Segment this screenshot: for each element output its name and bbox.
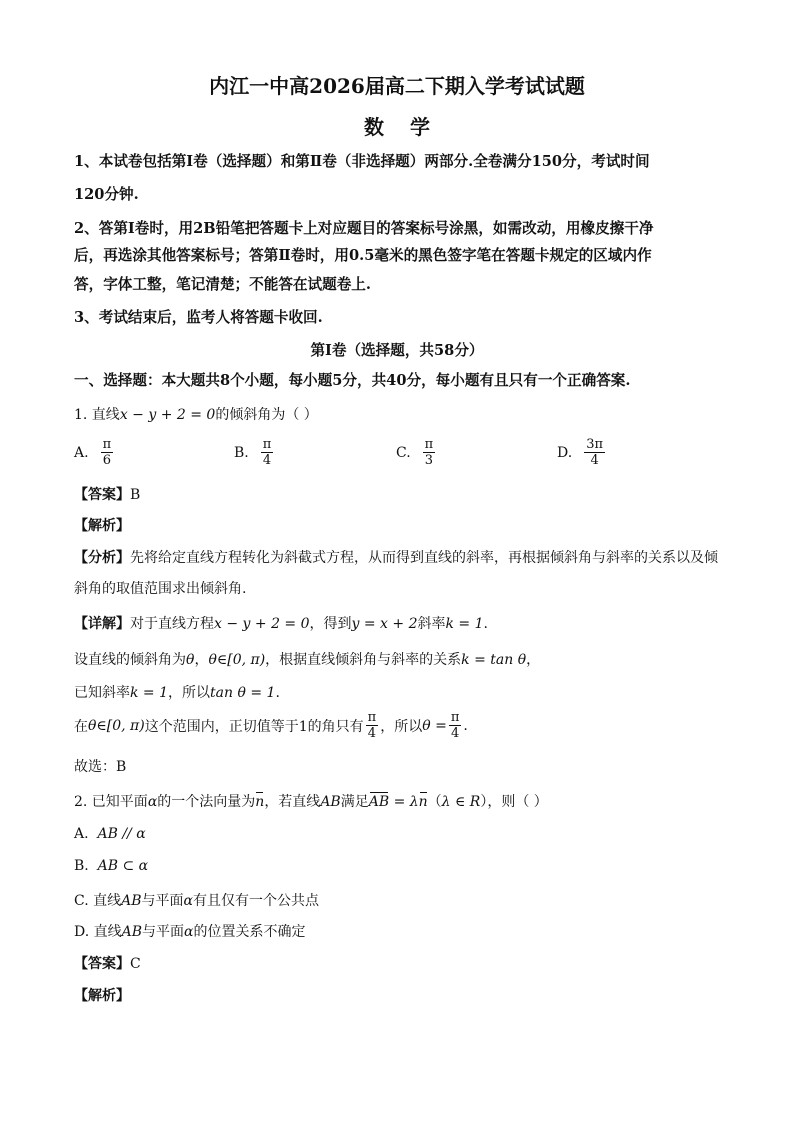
q2-analysis-label: 【解析】 [74, 988, 130, 1004]
q1-detail-line-1: 【详解】对于直线方程x − y + 2 = 0，得到y = x + 2斜率k = 1. [74, 616, 488, 632]
q2-option-d: D. 直线AB与平面α的位置关系不确定 [74, 924, 306, 940]
q1-fenxi-line-2: 斜角的取值范围求出倾斜角. [74, 581, 247, 597]
section-heading: 第Ⅰ卷（选择题，共58分） [310, 342, 484, 359]
q1-option-c: C. $\frac{\pi}{3}$ [396, 437, 434, 468]
q1-option-d: D. $\frac{3\pi}{4}$ [557, 437, 604, 468]
q1-analysis-label: 【解析】 [74, 518, 130, 534]
instruction-1-line-2: 120分钟. [74, 186, 139, 203]
instruction-2-line-3: 答，字体工整，笔记清楚；不能答在试题卷上. [74, 276, 371, 293]
q1-detail-line-3: 已知斜率k = 1，所以tan θ = 1. [74, 685, 280, 701]
question-1-stem: 1. 直线x − y + 2 = 0的倾斜角为（ ） [74, 407, 318, 423]
equation: x − y + 2 = 0 [119, 407, 216, 423]
q2-answer: 【答案】C [74, 956, 141, 972]
instruction-2-line-2: 后，再选涂其他答案标号；答第Ⅱ卷时，用0.5毫米的黑色签字笔在答题卡规定的区域内作 [74, 247, 652, 264]
part-heading: 一、选择题：本大题共8个小题，每小题5分，共40分，每小题有且只有一个正确答案. [74, 372, 631, 389]
q1-detail-line-2: 设直线的倾斜角为θ，θ∈[0, π)，根据直线倾斜角与斜率的关系k = tan θ， [74, 652, 541, 668]
q1-detail-line-4: 在 θ∈[0, π) 这个范围内，正切值等于1的角只有 $\frac{\pi}{4}$ ，所以 θ = $\frac{\pi}{4}$ . [74, 710, 468, 741]
q1-fenxi-line-1: 【分析】先将给定直线方程转化为斜截式方程，从而得到直线的斜率，再根据倾斜角与斜率的关系以及倾 [74, 550, 718, 566]
instruction-3: 3、考试结束后，监考人将答题卡收回. [74, 309, 323, 326]
instruction-2-line-1: 2、答第Ⅰ卷时，用2B铅笔把答题卡上对应题目的答案标号涂黑，如需改动，用橡皮擦干净 [74, 220, 654, 237]
exam-subject: 数学 [364, 115, 456, 139]
q2-option-a: A. AB // α [74, 826, 146, 842]
q1-option-a: A. $\frac{\pi}{6}$ [74, 437, 112, 468]
instruction-1-line-1: 1、本试卷包括第Ⅰ卷（选择题）和第Ⅱ卷（非选择题）两部分.全卷满分150分，考试时间 [74, 153, 650, 170]
q2-option-c: C. 直线AB与平面α有且仅有一个公共点 [74, 893, 319, 909]
q1-option-b: B. $\frac{\pi}{4}$ [234, 437, 272, 468]
q1-answer: 【答案】B [74, 487, 141, 503]
exam-title: 内江一中高2026届高二下期入学考试试题 [209, 74, 585, 98]
question-2-stem: 2. 已知平面α的一个法向量为n，若直线AB满足AB = λn（λ ∈ R），则（ ） [74, 794, 548, 810]
q1-choose: 故选：B [74, 759, 127, 775]
q2-option-b: B. AB ⊂ α [74, 858, 149, 874]
